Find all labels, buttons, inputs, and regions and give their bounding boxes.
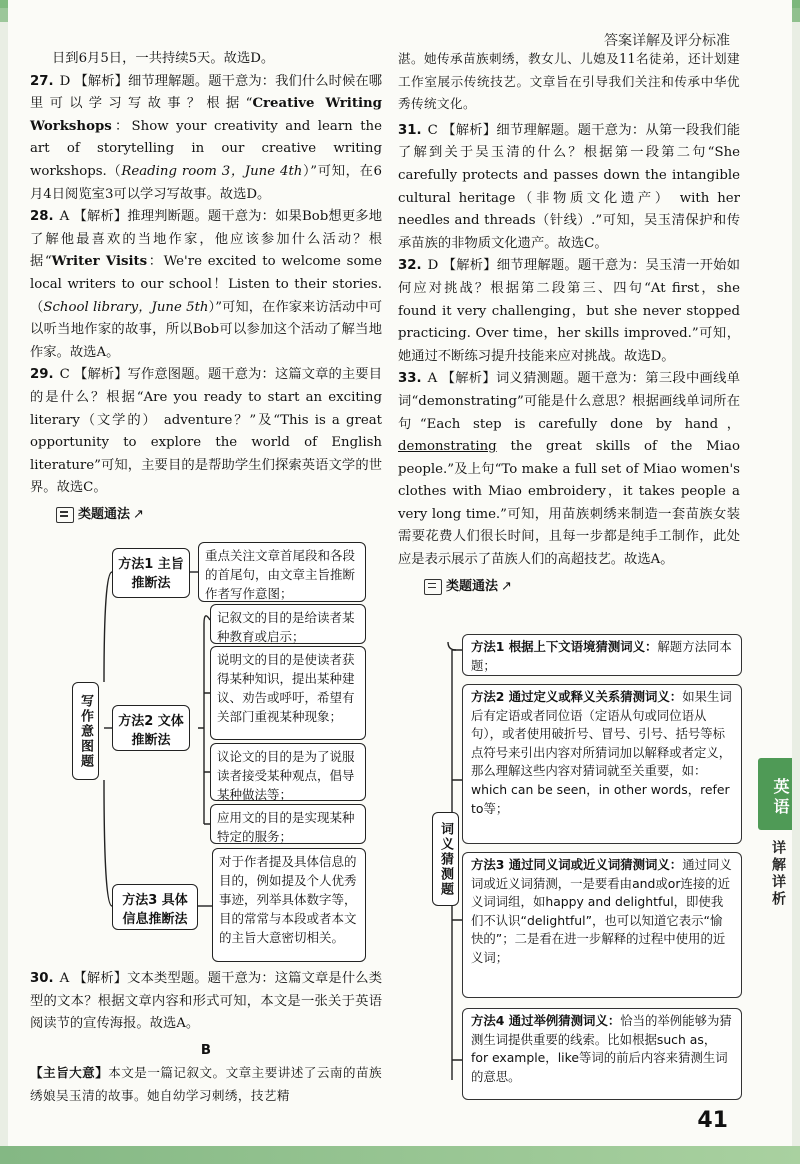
word-method1-body: 解题方法同本题； [471,639,732,673]
word-method4-head: 方法4 通过举例猜测词义： [471,1013,621,1028]
q28-number: 28. [30,209,54,225]
q27-bold: Creative Writing Workshops [30,96,382,134]
method1-box: 方法1 主旨推断法 [112,548,190,598]
q28-text-c: ）”可知，在作家来访活动中可以听当地作家的故事，所以Bob可以参加这个活动了解当地作家。故选A。 [30,299,383,360]
q28-text-a: A 【解析】推理判断题。题干意为：如果Bob想更多地了解他最喜欢的当地作家，他应该参加什么活动？根据“ [30,209,382,270]
question-30 [30,968,382,1036]
word-method2 [462,684,742,844]
question-28 [30,206,382,364]
q31-text: C 【解析】细节理解题。题干意为：从第一段我们能了解到关于吴玉清的什么？根据第一段第二句“She carefully protects and passes down the intangible cultural heritage（非物质文化遗产） with her needles and threads（针线）.”可知，吴玉清保护和传承苗族的非物质文化遗产。故选C。 [398,122,740,251]
word-method4 [462,1008,742,1100]
bottom-decor-band [0,1146,800,1164]
diagram-root-writing-intent: 写作意图题 [72,682,99,780]
tips-tail-icon: ↗ [501,578,512,594]
q27-number: 27. [30,73,54,89]
main-idea [30,1062,382,1107]
subject-tab: 英语 [758,758,792,830]
method1-desc: 重点关注文章首尾段和各段的首尾句，由文章主旨推断作者写作意图； [198,542,366,602]
page-number: 41 [697,1108,728,1133]
note-icon [424,579,442,595]
q31-number: 31. [398,122,422,138]
q27-text-a: D 【解析】细节理解题。题干意为：我们什么时候在哪里可以学习写故事？根据“ [30,73,382,112]
main-idea-text: 本文是一篇记叙文。文章主要讲述了云南的苗族绣娘吴玉清的故事。她自幼学习刺绣，技艺精 [30,1065,382,1103]
left-column-bottom [30,968,382,1108]
q32-text: D 【解析】细节理解题。题干意为：吴玉清一开始如何应对挑战？根据第二段第三、四句“At first，she found it very challenging，but she never stopped practicing. Over time，her skills improved.”可知，她通过不断练习提升技能来应对挑战。故选D。 [398,258,740,364]
tips-label: 类题通法 [78,506,131,522]
method2-item-2: 说明文的目的是使读者获得某种知识，提出某种建议、劝告或呼吁，希望有关部门重视某种现象； [210,646,366,740]
word-method4-body: 恰当的举例能够为猜测生词提供重要的线索。比如根据such as，for example，like等词的前后内容来猜测生词的意思。 [471,1013,732,1084]
main-idea-label: 【主旨大意】 [30,1065,109,1081]
tips-heading-left [56,504,382,527]
q29-number: 29. [30,367,54,383]
q28-italic: School library，June 5th [43,299,209,315]
q27-italic: Reading room 3，June 4th [121,163,303,179]
word-method3 [462,852,742,998]
q28-bold: Writer Visits [51,254,148,270]
word-method2-body: 如果生词后有定语或者同位语（定语从句或同位语从句），或者使用破折号、冒号、引号、括号等标点符号来引出内容对所猜词加以解释或者定义，那么理解这些内容对猜词就至关重要，如：which can be seen，in other words，refer to等； [471,689,732,816]
question-33 [398,368,740,571]
left-lead: 日到6月5日，一共持续5天。故选D。 [52,51,275,66]
section-b-heading: B [200,1042,212,1058]
question-31 [398,120,740,256]
word-method1 [462,634,742,676]
q28-text-b: ：We're excited to welcome some local writers to our school！Listen to their stories.（ [30,254,382,315]
right-column [398,48,740,602]
q29-text: C 【解析】写作意图题。题干意为：这篇文章的主要目的是什么？根据“Are you ready to start an exciting literary（文学的） adventure？”及“This is a great opportunity to explore the world of English literature”可知，主要目的是帮助学生们探索英语文学的世界。故选C。 [30,367,382,496]
left-column [30,48,382,530]
tips-heading-right [424,576,740,599]
tips-tail-icon: ↗ [133,506,144,522]
q27-text-c: ）”可知，在6月4日阅览室3可以学习写故事。故选D。 [30,163,382,202]
question-27 [30,71,382,207]
q27-text-b: ：Show your creativity and learn the art of storytelling in our creative writing workshops.（ [30,118,382,179]
diagram-root-word-meaning: 词义猜测题 [432,812,459,906]
q33-underlined-word: demonstrating [398,439,497,455]
q33-text-a: A 【解析】词义猜测题。题干意为：第三段中画线单词“demonstrating”可能是什么意思？根据画线单词所在句“Each step is carefully done by hand， [398,371,740,432]
method2-item-3: 议论文的目的是为了说服读者接受某种观点，倡导某种做法等； [210,743,366,801]
word-method3-body: 通过同义词或近义词猜测，一是要看由and或or连接的近义词词组，如happy and delightful，即使我们不认识“delightful”，也可以知道它表示“愉快的”；二是看在进一步解释的过程中使用的近义词； [471,857,732,965]
method2-item-1: 记叙文的目的是给读者某种教育或启示； [210,604,366,644]
right-lead: 湛。她传承苗族刺绣，教女儿、儿媳及11名徒弟，还计划建工作室展示传统技艺。文章旨在引导我们关注和传承中华优秀传统文化。 [398,51,740,112]
method3-desc: 对于作者提及具体信息的目的，例如提及个人优秀事迹，列举具体数字等，目的常常与本段或者本文的主旨大意密切相关。 [212,848,366,962]
word-method2-head: 方法2 通过定义或释义关系猜测词义： [471,689,683,704]
question-29 [30,364,382,500]
method2-item-4: 应用文的目的是实现某种特定的服务； [210,804,366,844]
method2-box: 方法2 文体推断法 [112,705,190,751]
method3-box: 方法3 具体信息推断法 [112,884,198,930]
q33-text-b: the great skills of the Miao people.”及上句“To make a full set of Miao women's clothes with Miao embroidery，it takes people a very long time.”可知，用苗族刺绣来制造一套苗族女装需要花费人们很长时间，且每一步都是纯手工制作，此处应是表示展示了苗族人们的高超技艺。故选A。 [398,439,740,568]
question-32 [398,255,740,368]
q33-number: 33. [398,371,422,387]
q30-number: 30. [30,971,54,986]
page-header: 答案详解及评分标准 [604,33,730,49]
tips-label: 类题通法 [446,578,499,594]
word-method3-head: 方法3 通过同义词或近义词猜测词义： [471,857,683,872]
q30-text: A 【解析】文本类型题。题干意为：这篇文章是什么类型的文本？根据文章内容和形式可知，本文是一张关于英语阅读节的宣传海报。故选A。 [30,971,382,1032]
side-label: 详解详析 [770,840,786,908]
word-method1-head: 方法1 根据上下文语境猜测词义： [471,639,658,654]
q32-number: 32. [398,258,422,274]
note-icon [56,507,74,523]
